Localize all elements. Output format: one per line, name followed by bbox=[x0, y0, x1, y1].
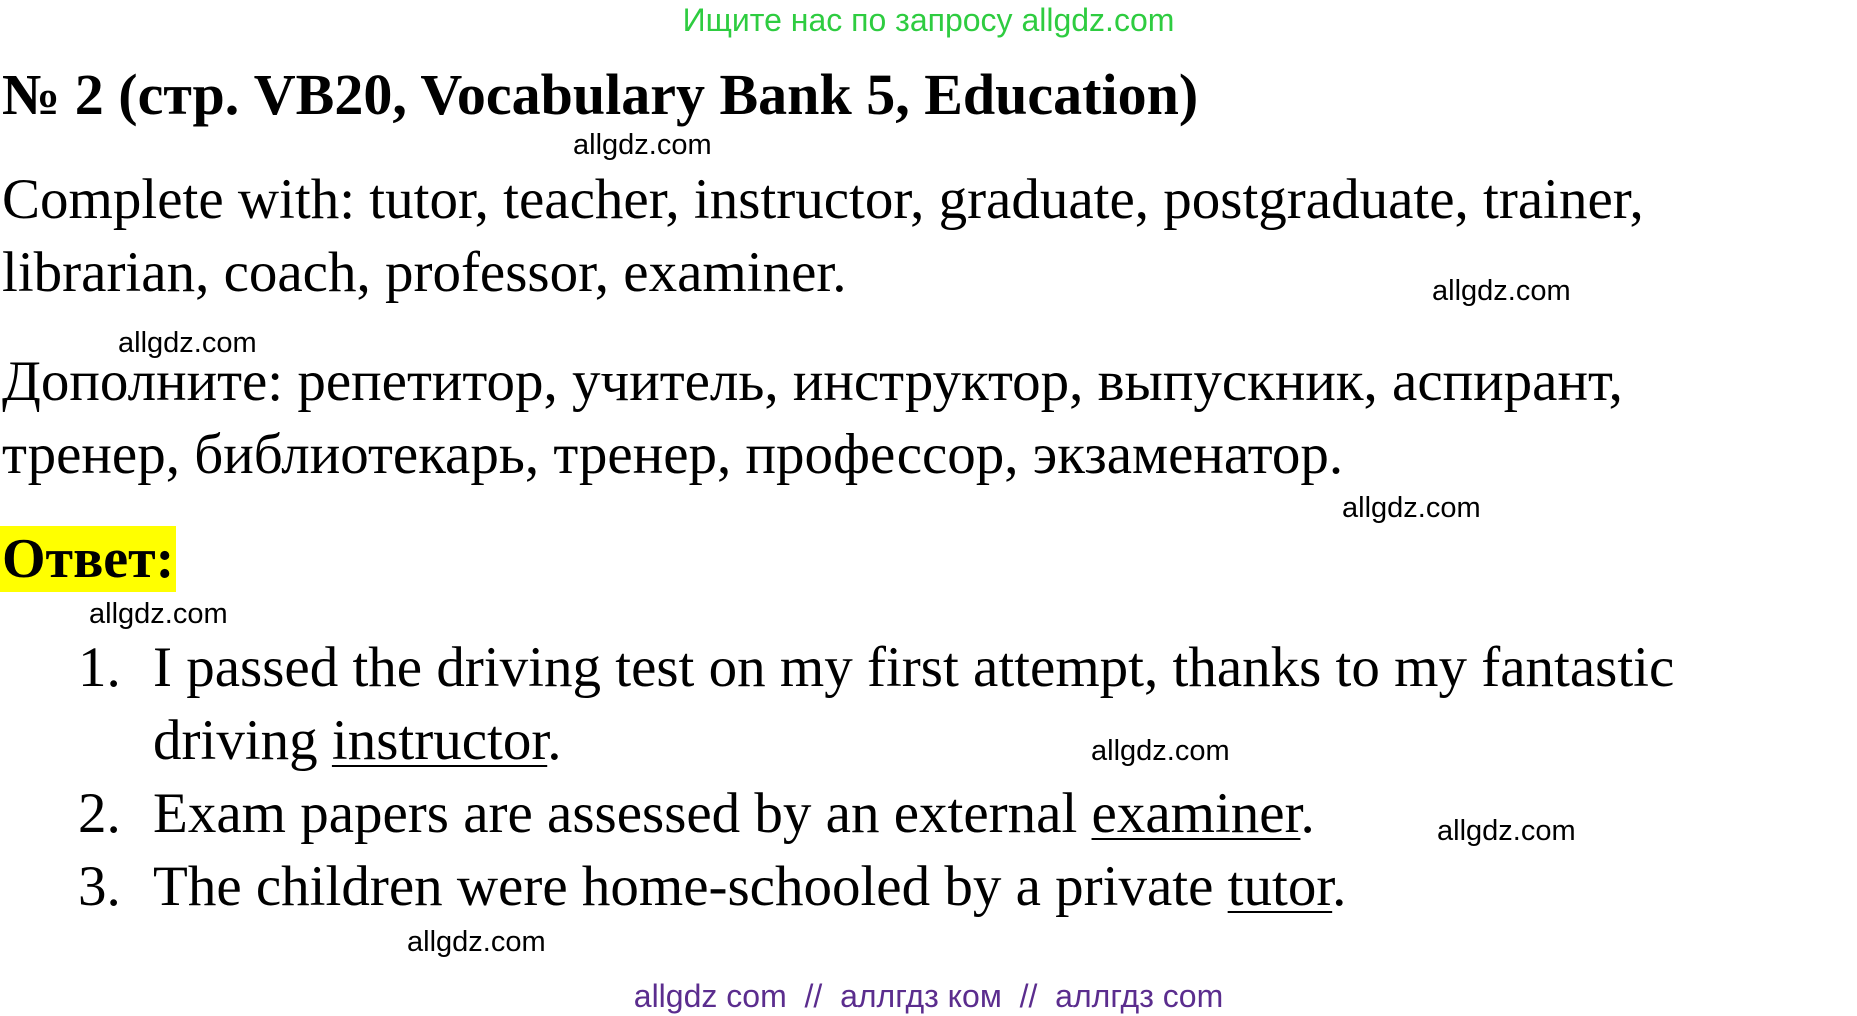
answer-word: examiner bbox=[1091, 782, 1301, 845]
answer-number: 2. bbox=[78, 782, 121, 845]
watermark: allgdz.com bbox=[1432, 275, 1571, 307]
watermark: allgdz.com bbox=[407, 926, 546, 958]
watermark: allgdz.com bbox=[1437, 815, 1576, 847]
answer-label: Ответ: bbox=[2, 528, 175, 590]
answer-number: 1. bbox=[78, 636, 121, 699]
answer-list bbox=[0, 631, 1840, 923]
instruction-russian: Дополните: репетитор, учитель, инструктор, выпускник, аспирант, тренер, библиотекарь, тренер, профессор, экзаменатор. bbox=[2, 350, 1623, 486]
instruction-english: Complete with: tutor, teacher, instructor, graduate, postgraduate, trainer, librarian, coach, professor, examiner. bbox=[2, 168, 1644, 304]
watermark: allgdz.com bbox=[573, 129, 712, 161]
sentence-end: . bbox=[1332, 855, 1347, 918]
answer-word: instructor bbox=[331, 709, 548, 772]
top-banner bbox=[0, 0, 1857, 40]
sentence-end: . bbox=[1300, 782, 1315, 845]
sentence-text: The children were home-schooled by a private bbox=[153, 855, 1228, 918]
watermark: allgdz.com bbox=[118, 327, 257, 359]
sentence-text: Exam papers are assessed by an external bbox=[153, 782, 1092, 845]
answer-number: 3. bbox=[78, 855, 121, 918]
sentence-end: . bbox=[547, 709, 562, 772]
answer-item bbox=[0, 850, 1840, 923]
banner-text: Ищите нас по запросу allgdz.com bbox=[682, 2, 1175, 38]
footer-text: allgdz com // аллгдз ком // аллгдз com bbox=[633, 978, 1224, 1014]
answer-word: tutor bbox=[1227, 855, 1333, 918]
watermark: allgdz.com bbox=[1091, 735, 1230, 767]
sentence-text: I passed the driving test on my first attempt, thanks to my fantastic driving bbox=[153, 636, 1675, 772]
watermark: allgdz.com bbox=[89, 598, 228, 630]
answer-item bbox=[0, 631, 1840, 777]
exercise-heading: № 2 (стр. VB20, Vocabulary Bank 5, Education) bbox=[2, 62, 1199, 127]
watermark: allgdz.com bbox=[1342, 492, 1481, 524]
